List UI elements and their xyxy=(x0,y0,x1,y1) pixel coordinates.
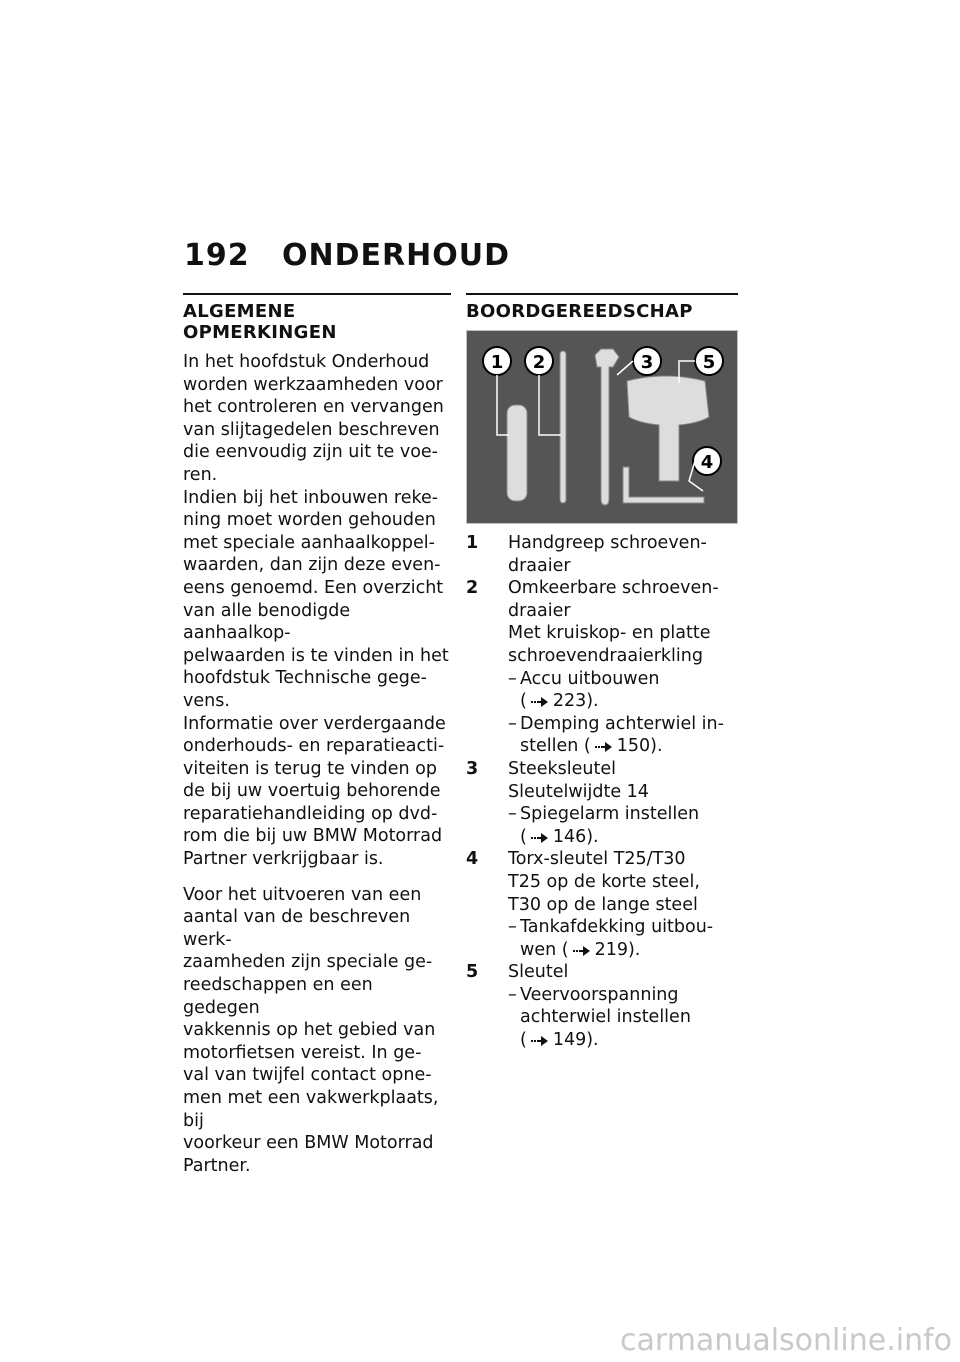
dash: – xyxy=(508,668,517,689)
section-heading-toolkit: BOORDGEREEDSCHAP xyxy=(466,301,693,322)
dash: – xyxy=(508,917,517,938)
section-heading-general: ALGEMENE OPMERKINGEN xyxy=(183,301,337,343)
item-number: 2 xyxy=(466,578,479,599)
figure-label-1: 1 xyxy=(490,352,504,373)
sub-text: Accu uitbouwen xyxy=(520,668,660,689)
page-reference[interactable]: ( 146). xyxy=(520,826,599,847)
section-rule xyxy=(466,293,738,295)
paragraph: Indien bij het inbouwen reke- ning moet worden gehouden met speciale aanhaalkoppel- waarden, dan zijn deze even- eens genoemd. Een overzicht van alle benodigde aanhaalkop- pelwaarden is te vinden in het hoofdstuk Technische gege- vens. xyxy=(183,487,449,711)
watermark: carmanualsonline.info xyxy=(620,1323,952,1358)
item-text: Handgreep schroeven- draaier xyxy=(508,533,707,576)
list-item xyxy=(466,758,738,803)
page-reference[interactable]: ( 223). xyxy=(520,691,599,712)
sub-text: Tankafdekking uitbou- wen xyxy=(520,917,714,960)
figure-label-2: 2 xyxy=(532,352,546,373)
page-number: 192 xyxy=(184,238,250,273)
list-item xyxy=(466,532,738,577)
list-item xyxy=(466,848,738,916)
dash: – xyxy=(508,713,517,734)
figure-label-5: 5 xyxy=(702,352,716,373)
sub-text: Veervoorspanning achterwiel instellen xyxy=(520,984,691,1028)
tool-list xyxy=(466,532,738,1052)
dash: – xyxy=(508,984,517,1005)
arrow-right-icon xyxy=(595,741,613,753)
item-number: 3 xyxy=(466,758,479,779)
right-column xyxy=(466,293,738,1052)
sub-item xyxy=(466,668,738,713)
figure-label-3: 3 xyxy=(640,352,654,373)
toolkit-figure xyxy=(466,330,738,524)
arrow-right-icon xyxy=(573,945,591,957)
sub-text: Demping achterwiel in- stellen xyxy=(520,713,724,757)
item-text: Sleutel xyxy=(508,962,569,983)
paragraph: Voor het uitvoeren van een aantal van de beschreven werk- zaamheden zijn speciale ge- reedschappen en een gedegen vakkennis op het gebied van motorfietsen vereist. In ge- val van twijfel contact opne- men met een vakwerkplaats, bij voorkeur een BMW Motorrad Partner. xyxy=(183,884,439,1176)
item-text: Torx-sleutel T25/T30 T25 op de korte steel, T30 op de lange steel xyxy=(508,849,700,915)
list-item xyxy=(466,961,738,984)
item-number: 4 xyxy=(466,849,479,870)
list-item xyxy=(466,577,738,667)
section-rule xyxy=(183,293,451,295)
chapter-title: ONDERHOUD xyxy=(282,238,510,273)
item-number: 5 xyxy=(466,962,479,983)
page-reference[interactable]: ( 149). xyxy=(520,1030,599,1051)
arrow-right-icon xyxy=(531,1035,549,1047)
sub-item xyxy=(466,984,738,1052)
sub-item xyxy=(466,803,738,848)
item-text: Steeksleutel Sleutelwijdte 14 xyxy=(508,758,649,802)
paragraph: In het hoofdstuk Onderhoud worden werkzaamheden voor het controleren en vervangen van slijtagedelen beschreven die eenvoudig zijn uit te voe- ren. xyxy=(183,352,444,485)
sub-text: Spiegelarm instellen xyxy=(520,804,700,825)
item-text: Omkeerbare schroeven- draaier Met kruiskop- en platte schroevendraaierkling xyxy=(508,578,719,666)
paragraph: Informatie over verdergaande onderhouds- en reparatieacti- viteiten is terug te vinden op de bij uw voertuig behorende reparatiehandleiding op dvd- rom die bij uw BMW Motorrad Partner verkrijgbaar is. xyxy=(183,713,446,870)
arrow-right-icon xyxy=(531,696,549,708)
sub-item xyxy=(466,713,738,758)
dash: – xyxy=(508,804,517,825)
page-reference[interactable]: ( 150). xyxy=(583,736,663,757)
page-header xyxy=(184,238,510,273)
page-reference[interactable]: ( 219). xyxy=(561,939,641,960)
sub-item xyxy=(466,916,738,961)
left-column xyxy=(183,293,451,1177)
figure-label-4: 4 xyxy=(700,452,714,473)
arrow-right-icon xyxy=(531,832,549,844)
item-number: 1 xyxy=(466,533,479,553)
